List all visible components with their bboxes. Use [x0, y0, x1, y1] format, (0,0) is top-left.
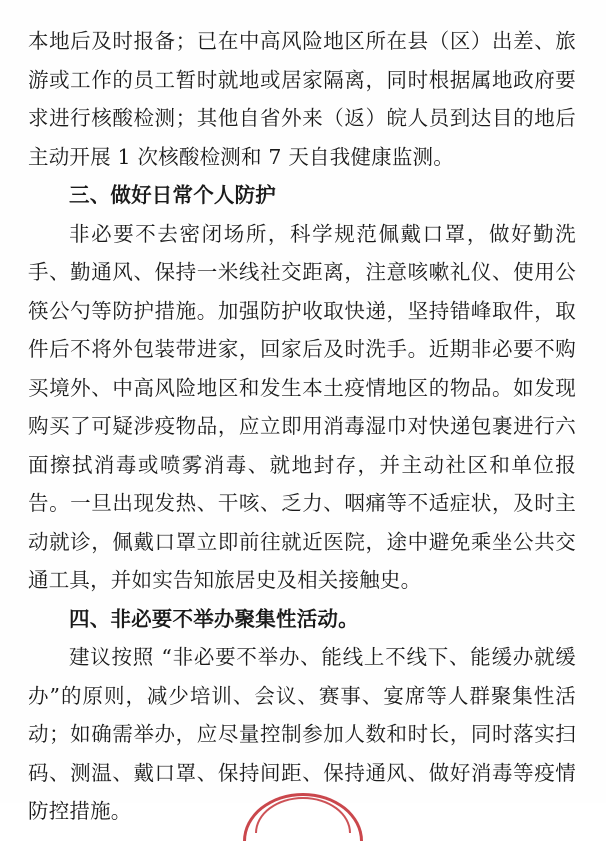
section-heading-three: 三、做好日常个人防护	[69, 183, 276, 207]
paragraph-body-3: 建议按照 “非必要不举办、能线上不线下、能缓办就缓办”的原则，减少培训、会议、赛事、宴席等人群聚集性活动；如确需举办，应尽量控制参加人数和时长，同时落实扫码、测温、戴口罩、保持间距、保持通风、做好消毒等疫情防控措施。	[28, 645, 576, 823]
paragraph-body-2: 非必要不去密闭场所，科学规范佩戴口罩，做好勤洗手、勤通风、保持一米线社交距离，注意咳嗽礼仪、使用公筷公勺等防护措施。加强防护收取快递，坚持错峰取件，取件后不将外包装带进家，回家后及时洗手。近期非必要不购买境外、中高风险地区和发生本土疫情地区的物品。如发现购买了可疑涉疫物品，应立即用消毒湿巾对快递包裹进行六面擦拭消毒或喷雾消毒、就地封存，并主动社区和单位报告。一旦出现发热、干咳、乏力、咽痛等不适症状，及时主动就诊，佩戴口罩立即前往就近医院，途中避免乘坐公共交通工具，并如实告知旅居史及相关接触史。	[28, 221, 576, 592]
paragraph-body-1: 本地后及时报备；已在中高风险地区所在县（区）出差、旅游或工作的员工暂时就地或居家隔离，同时根据属地政府要求进行核酸检测；其他自省外来（返）皖人员到达目的地后主动开展 1 次核酸检测和 7 天自我健康监测。	[28, 29, 576, 169]
section-heading-four: 四、非必要不举办聚集性活动。	[69, 606, 359, 631]
